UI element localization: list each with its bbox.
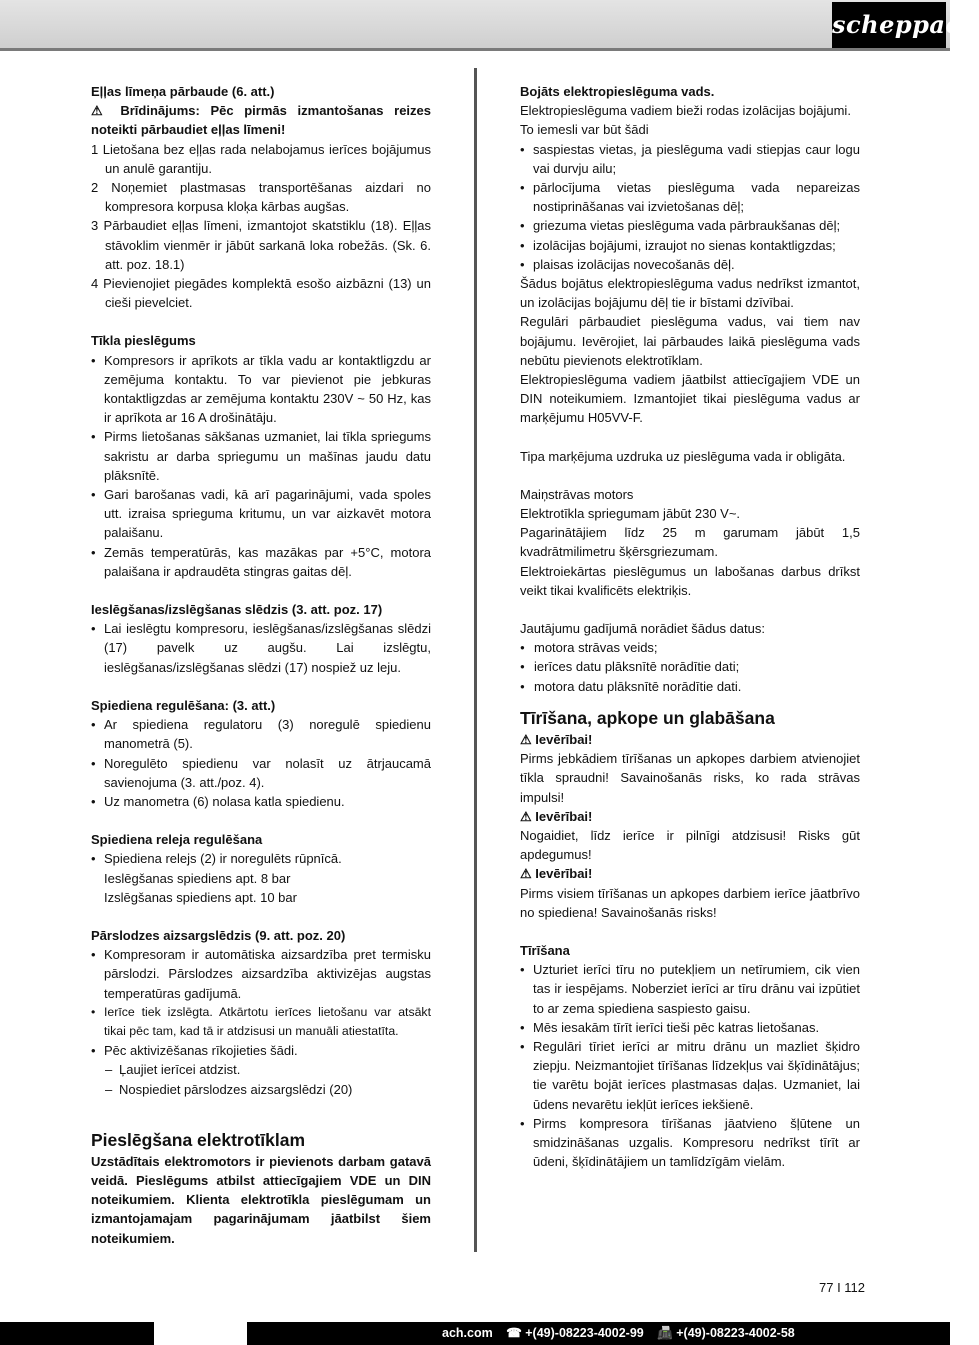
- list-item: • Ierīce tiek izslēgta. Atkārtotu ierīces lietošanu var atsākt tikai pēc tam, kad tā ir atdzisusi un manuāli atiestatīta.: [91, 1003, 431, 1041]
- footer-contact: [442, 1322, 805, 1345]
- right-column: [520, 82, 860, 1171]
- overload-list: [91, 945, 431, 1060]
- list-item: 1 Lietošana bez eļļas rada nelabojamus ierīces bojājumus un anulē garantiju.: [91, 141, 431, 176]
- cable-p4: Tipa marķējuma uzdruka uz pieslēguma vada ir obligāta.: [520, 448, 846, 464]
- relay-heading: Spiediena releja regulēšana: [91, 832, 263, 848]
- left-column: [91, 82, 431, 1248]
- cleaning-list: [520, 960, 860, 1171]
- list-item: • Gari barošanas vadi, kā arī pagarinājumi, vada spoles utt. izraisa sprieguma kritumu, un var aizkavēt motora palaišanu.: [91, 485, 431, 543]
- list-item: • Ar spiediena regulatoru (3) noregulē spiedienu manometrā (5).: [91, 715, 431, 753]
- footer-bar: [0, 1322, 950, 1345]
- switch-heading: Ieslēgšanas/izslēgšanas slēdzis (3. att. poz. 17): [91, 602, 383, 618]
- warning-label: ⚠ Ievērībai!: [520, 731, 593, 747]
- motor-p3: Elektroiekārtas pieslēgumus un labošanas darbus drīkst veikt tikai kvalificēts elektriķis.: [520, 563, 860, 598]
- list-item: • Kompresoram ir automātiska aizsardzība pret termisku pārslodzi. Pārslodzes aizsardzība aktivizējas augstas temperatūras gadījumā.: [91, 945, 431, 1003]
- list-item: • Noregulēto spiedienu var nolasīt uz ātrjaucamā savienojuma (3. att./poz. 4).: [91, 754, 431, 792]
- warning-text: Nogaidiet, līdz ierīce ir pilnīgi atdzisusi! Risks gūt apdegumus!: [520, 827, 860, 863]
- mains-heading: Tīkla pieslēgums: [91, 333, 196, 349]
- electric-text: Uzstādītais elektromotors ir pievienots darbam gatavā veidā. Pieslēgums atbilst attiecīgajiem VDE un DIN noteikumiem. Klienta elektrotīkla pieslēgumam un izmantojamajam pagarinājumam jāatbilst šiem noteikumiem.: [91, 1153, 431, 1246]
- footer-white-block: [154, 1322, 247, 1345]
- brand-logo: scheppach: [832, 2, 946, 48]
- warning-label: ⚠ Ievērībai!: [520, 808, 593, 824]
- list-item: ● motora strāvas veids;: [520, 638, 860, 657]
- warning-icon: ⚠: [91, 103, 110, 119]
- cable-p3: Elektropieslēguma vadiem jāatbilst attiecīgajiem VDE un DIN noteikumiem. Izmantojiet tikai pieslēguma vadus ar marķējumu H05VV-F.: [520, 372, 860, 426]
- pressure-heading: Spiediena regulēšana: (3. att.): [91, 697, 276, 713]
- cleaning-heading: Tīrīšana, apkope un glabāšana: [520, 707, 775, 728]
- list-item: 2 Noņemiet plastmasas transportēšanas aizdari no kompresora korpusa kloķa kārbas augšas.: [91, 180, 431, 215]
- motor-heading: Maiņstrāvas motors: [520, 486, 634, 502]
- list-item: • saspiestas vietas, ja pieslēguma vadi stiepjas caur logu vai durvju ailu;: [520, 140, 860, 178]
- warning-icon: ⚠: [520, 866, 532, 882]
- list-item: • Pēc aktivizēšanas rīkojieties šādi.: [91, 1041, 431, 1060]
- list-item: 4 Pievienojiet piegādes komplektā esošo aizbāzni (13) un cieši pievelciet.: [91, 276, 431, 311]
- warning-text: Pirms visiem tīrīšanas un apkopes darbiem ierīce jāatbrīvo no spiediena! Savainošanās risks!: [520, 885, 860, 920]
- cleaning-subheading: Tīrīšana: [520, 942, 570, 958]
- cable-heading: Bojāts elektropieslēguma vads.: [520, 84, 715, 99]
- overload-heading: Pārslodzes aizsargslēdzis (9. att. poz. 20): [91, 927, 346, 943]
- list-item: – Ļaujiet ierīcei atdzist.: [91, 1060, 431, 1079]
- mains-list: [91, 351, 431, 581]
- pressure-list: [91, 715, 431, 811]
- motor-list: [520, 638, 860, 696]
- list-item: • Uzturiet ierīci tīru no putekļiem un netīrumiem, cik vien tas ir iespējams. Noberziet ierīci ar tīru drānu vai izpūtiet to ar zema spiediena saspiesto gaisu.: [520, 960, 860, 1018]
- overload-sublist: [91, 1060, 431, 1098]
- warning-icon: ⚠: [520, 731, 532, 747]
- motor-questions: Jautājumu gadījumā norādiet šādus datus:: [520, 621, 765, 637]
- list-item: ● motora datu plāksnītē norādītie dati.: [520, 677, 860, 696]
- oil-warning: ⚠ Brīdinājums: Pēc pirmās izmantošanas reizes noteikti pārbaudiet eļļas līmeni!: [91, 103, 432, 138]
- warning-text: Pirms jebkādiem tīrīšanas un apkopes darbiem atvienojiet tīkla spraudni! Savainošanās risks, ko rada strāvas impulsi!: [520, 751, 860, 805]
- switch-list: [91, 619, 431, 677]
- list-item: • Pirms lietošanas sākšanas uzmaniet, lai tīkla spriegums sakristu ar darba spriegumu un mašīnas jaudu datu plāksnītē.: [91, 427, 431, 485]
- list-item: • Pirms kompresora tīrīšanas jāatvieno šļūtene un smidzināšanas uzgalis. Kompresoru nedrīkst tīrīt ar ūdeni, šķīdinātājiem un tamlīdzīgām vielām.: [520, 1114, 860, 1172]
- relay-list: [91, 849, 431, 868]
- list-item: • Kompresors ir aprīkots ar tīkla vadu ar kontaktligzdu ar zemējuma kontaktu. To var pievienot pie jebkuras kontaktligzdas ar zemējuma kontaktu 230V ~ 50 Hz, kas ir aprīkota ar 16 A drošinātāju.: [91, 351, 431, 428]
- list-item: • Lai ieslēgtu kompresoru, ieslēgšanas/izslēgšanas slēdzi (17) pavelk uz augšu. Lai izslēgtu, ieslēgšanas/izslēgšanas slēdzi (17) nospiež uz leju.: [91, 619, 431, 677]
- list-item: ● ierīces datu plāksnītē norādītie dati;: [520, 657, 860, 676]
- cable-intro: Elektropieslēguma vadiem bieži rodas izolācijas bojājumi.: [520, 103, 851, 119]
- header-bar: [0, 0, 979, 51]
- relay-off-pressure: Izslēgšanas spiediens apt. 10 bar: [104, 889, 297, 905]
- cable-reasons-label: To iemesli var būt šādi: [520, 122, 649, 138]
- list-item: • Spiediena relejs (2) ir noregulēts rūpnīcā.: [91, 849, 431, 868]
- relay-on-pressure: Ieslēgšanas spiediens apt. 8 bar: [104, 870, 291, 886]
- cable-reasons-list: [520, 140, 860, 274]
- column-divider: [474, 68, 477, 1252]
- list-item: • griezuma vietas pieslēguma vada pārbraukšanas dēļ;: [520, 216, 860, 235]
- electric-heading: Pieslēgšana elektrotīklam: [91, 1129, 305, 1150]
- list-item: • Regulāri tīriet ierīci ar mitru drānu un mazliet šķidro ziepju. Neizmantojiet tīrīšanas līdzekļus vai šķīdinātājus; tie varētu bojāt ierīces plastmasas daļas. Uzmaniet, lai ūdens nevarētu iekļūt ierīces iekšienē.: [520, 1037, 860, 1114]
- oil-heading: Eļļas līmeņa pārbaude (6. att.): [91, 84, 275, 99]
- footer-fax: 📠 +(49)-08223-4002-58: [657, 1326, 795, 1340]
- list-item: • izolācijas bojājumi, izraujot no sienas kontaktligzdas;: [520, 236, 860, 255]
- footer-website[interactable]: ach.com: [442, 1326, 493, 1340]
- page-number: 77 I 112: [819, 1280, 866, 1295]
- list-item: • plaisas izolācijas novecošanās dēļ.: [520, 255, 860, 274]
- list-item: – Nospiediet pārslodzes aizsargslēdzi (20): [91, 1080, 431, 1099]
- list-item: • Mēs iesakām tīrīt ierīci tieši pēc katras lietošanas.: [520, 1018, 860, 1037]
- motor-p2: Pagarinātājiem līdz 25 m garumam jābūt 1,5 kvadrātmilimetru šķērsgriezumam.: [520, 525, 860, 560]
- list-item: 3 Pārbaudiet eļļas līmeni, izmantojot skatstiklu (18). Eļļas stāvoklim vienmēr ir jābūt sarkanā loka robežās. (Sk. 6. att. poz. 18.1): [91, 218, 431, 272]
- list-item: • Uz manometra (6) nolasa katla spiedienu.: [91, 792, 431, 811]
- list-item: • pārlocījuma vietas pieslēguma vada nepareizas nostiprināšanas vai izvietošanas dēļ;: [520, 178, 860, 216]
- warning-label: ⚠ Ievērībai!: [520, 866, 593, 882]
- warning-icon: ⚠: [520, 808, 532, 824]
- cable-p1: Šādus bojātus elektropieslēguma vadus nedrīkst izmantot, un izolācijas bojājumu dēļ tie ir bīstami dzīvībai.: [520, 276, 860, 311]
- list-item: • Zemās temperatūrās, kas mazākas par +5°C, motora palaišana ir apdraudēta stingras gaitas dēļ.: [91, 543, 431, 581]
- oil-steps: [91, 140, 431, 313]
- motor-p1: Elektrotīkla spriegumam jābūt 230 V~.: [520, 506, 741, 522]
- cable-p2: Regulāri pārbaudiet pieslēguma vadus, vai tiem nav bojājumu. Ievērojiet, lai pārbaudes laikā pieslēguma vads nebūtu pievienots elektrotīklam.: [520, 314, 860, 368]
- footer-phone: ☎ +(49)-08223-4002-99: [506, 1326, 644, 1340]
